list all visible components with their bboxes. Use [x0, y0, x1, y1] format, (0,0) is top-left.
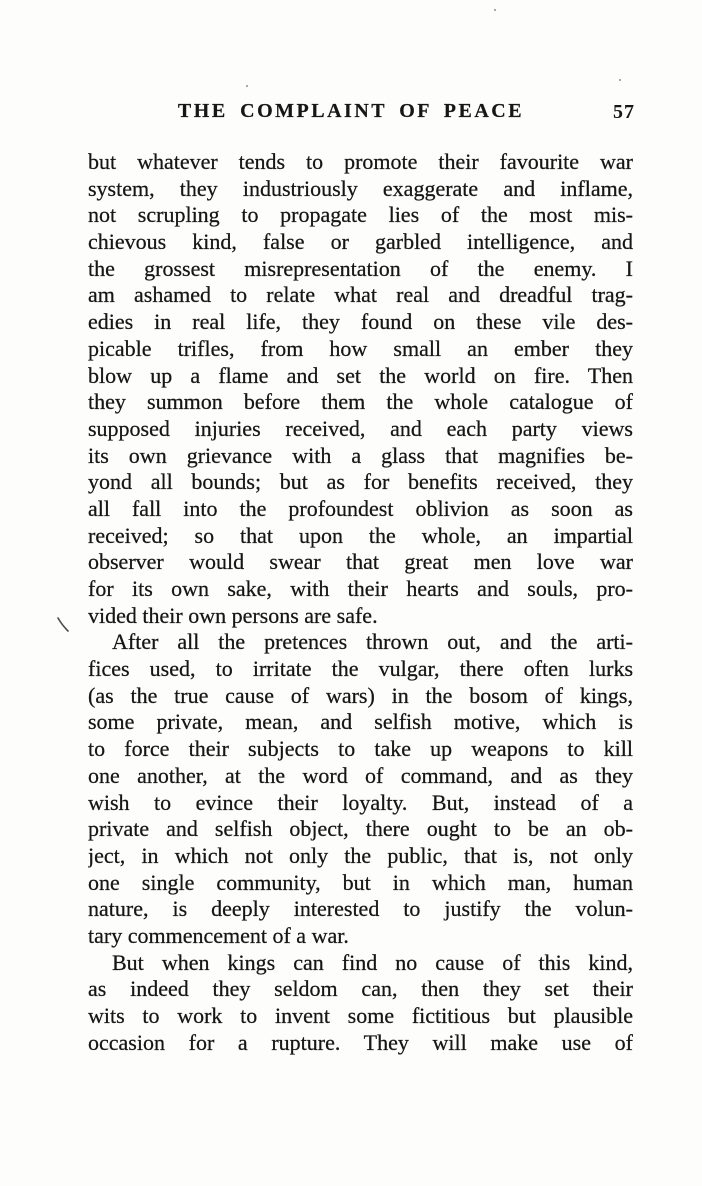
text-line: not scrupling to propagate lies of the most mis- [88, 202, 633, 228]
text-line: as indeed they seldom can, then they set their [88, 976, 633, 1002]
page-number: 57 [613, 101, 635, 123]
text-line: system, they industriously exaggerate and inflame, [88, 175, 633, 201]
text-line: (as the true cause of wars) in the bosom of kings, [88, 682, 633, 708]
text-line: yond all bounds; but as for benefits received, they [88, 469, 633, 495]
text-line: chievous kind, false or garbled intelligence, and [88, 229, 633, 255]
text-line: wits to work to invent some fictitious but plausible [88, 1003, 633, 1028]
text-line: received; so that upon the whole, an impartial [88, 522, 633, 548]
text-line: edies in real life, they found on these vile des- [88, 309, 633, 335]
text-line: blow up a flame and set the world on fire. Then [88, 362, 633, 388]
text-line: observer would swear that great men love war [88, 549, 633, 575]
text-line: its own grievance with a glass that magnifies be- [88, 442, 633, 468]
scan-speck [246, 85, 248, 87]
text-line: vided their own persons are safe. [88, 602, 378, 628]
text-line: ject, in which not only the public, that is, not only [88, 842, 633, 868]
text-line: but whatever tends to promote their favourite war [88, 149, 633, 174]
text-line: fices used, to irritate the vulgar, there often lurks [88, 656, 633, 682]
text-line: some private, mean, and selfish motive, which is [88, 709, 633, 735]
text-line: for its own sake, with their hearts and souls, pro- [88, 576, 633, 601]
text-line: am ashamed to relate what real and dreadful trag- [88, 282, 633, 308]
text-line: they summon before them the whole catalogue of [88, 389, 633, 415]
text-line: But when kings can find no cause of this kind, [112, 949, 633, 975]
scan-speck [494, 9, 496, 11]
text-line: private and selfish object, there ought to be an ob- [88, 816, 633, 842]
text-line: one another, at the word of command, and as they [88, 762, 633, 788]
text-line: After all the pretences thrown out, and the arti- [112, 629, 633, 655]
running-title: THE COMPLAINT OF PEACE [177, 100, 525, 122]
text-line: wish to evince their loyalty. But, instead of a [88, 789, 633, 815]
scan-speck [619, 79, 621, 81]
text-line: the grossest misrepresentation of the enemy. I [88, 255, 633, 281]
text-line: to force their subjects to take up weapons to kill [88, 736, 633, 762]
text-line: all fall into the profoundest oblivion as soon as [88, 495, 633, 521]
page-body [88, 149, 633, 1056]
text-line: nature, is deeply interested to justify the volun- [88, 896, 633, 922]
text-line: supposed injuries received, and each party views [88, 415, 633, 441]
margin-stray-mark [56, 616, 70, 634]
text-line: one single community, but in which man, human [88, 869, 633, 895]
text-line: picable trifles, from how small an ember they [88, 335, 633, 361]
page-header [0, 100, 702, 128]
text-line: tary commencement of a war. [88, 922, 349, 948]
text-line: occasion for a rupture. They will make use of [88, 1029, 633, 1055]
